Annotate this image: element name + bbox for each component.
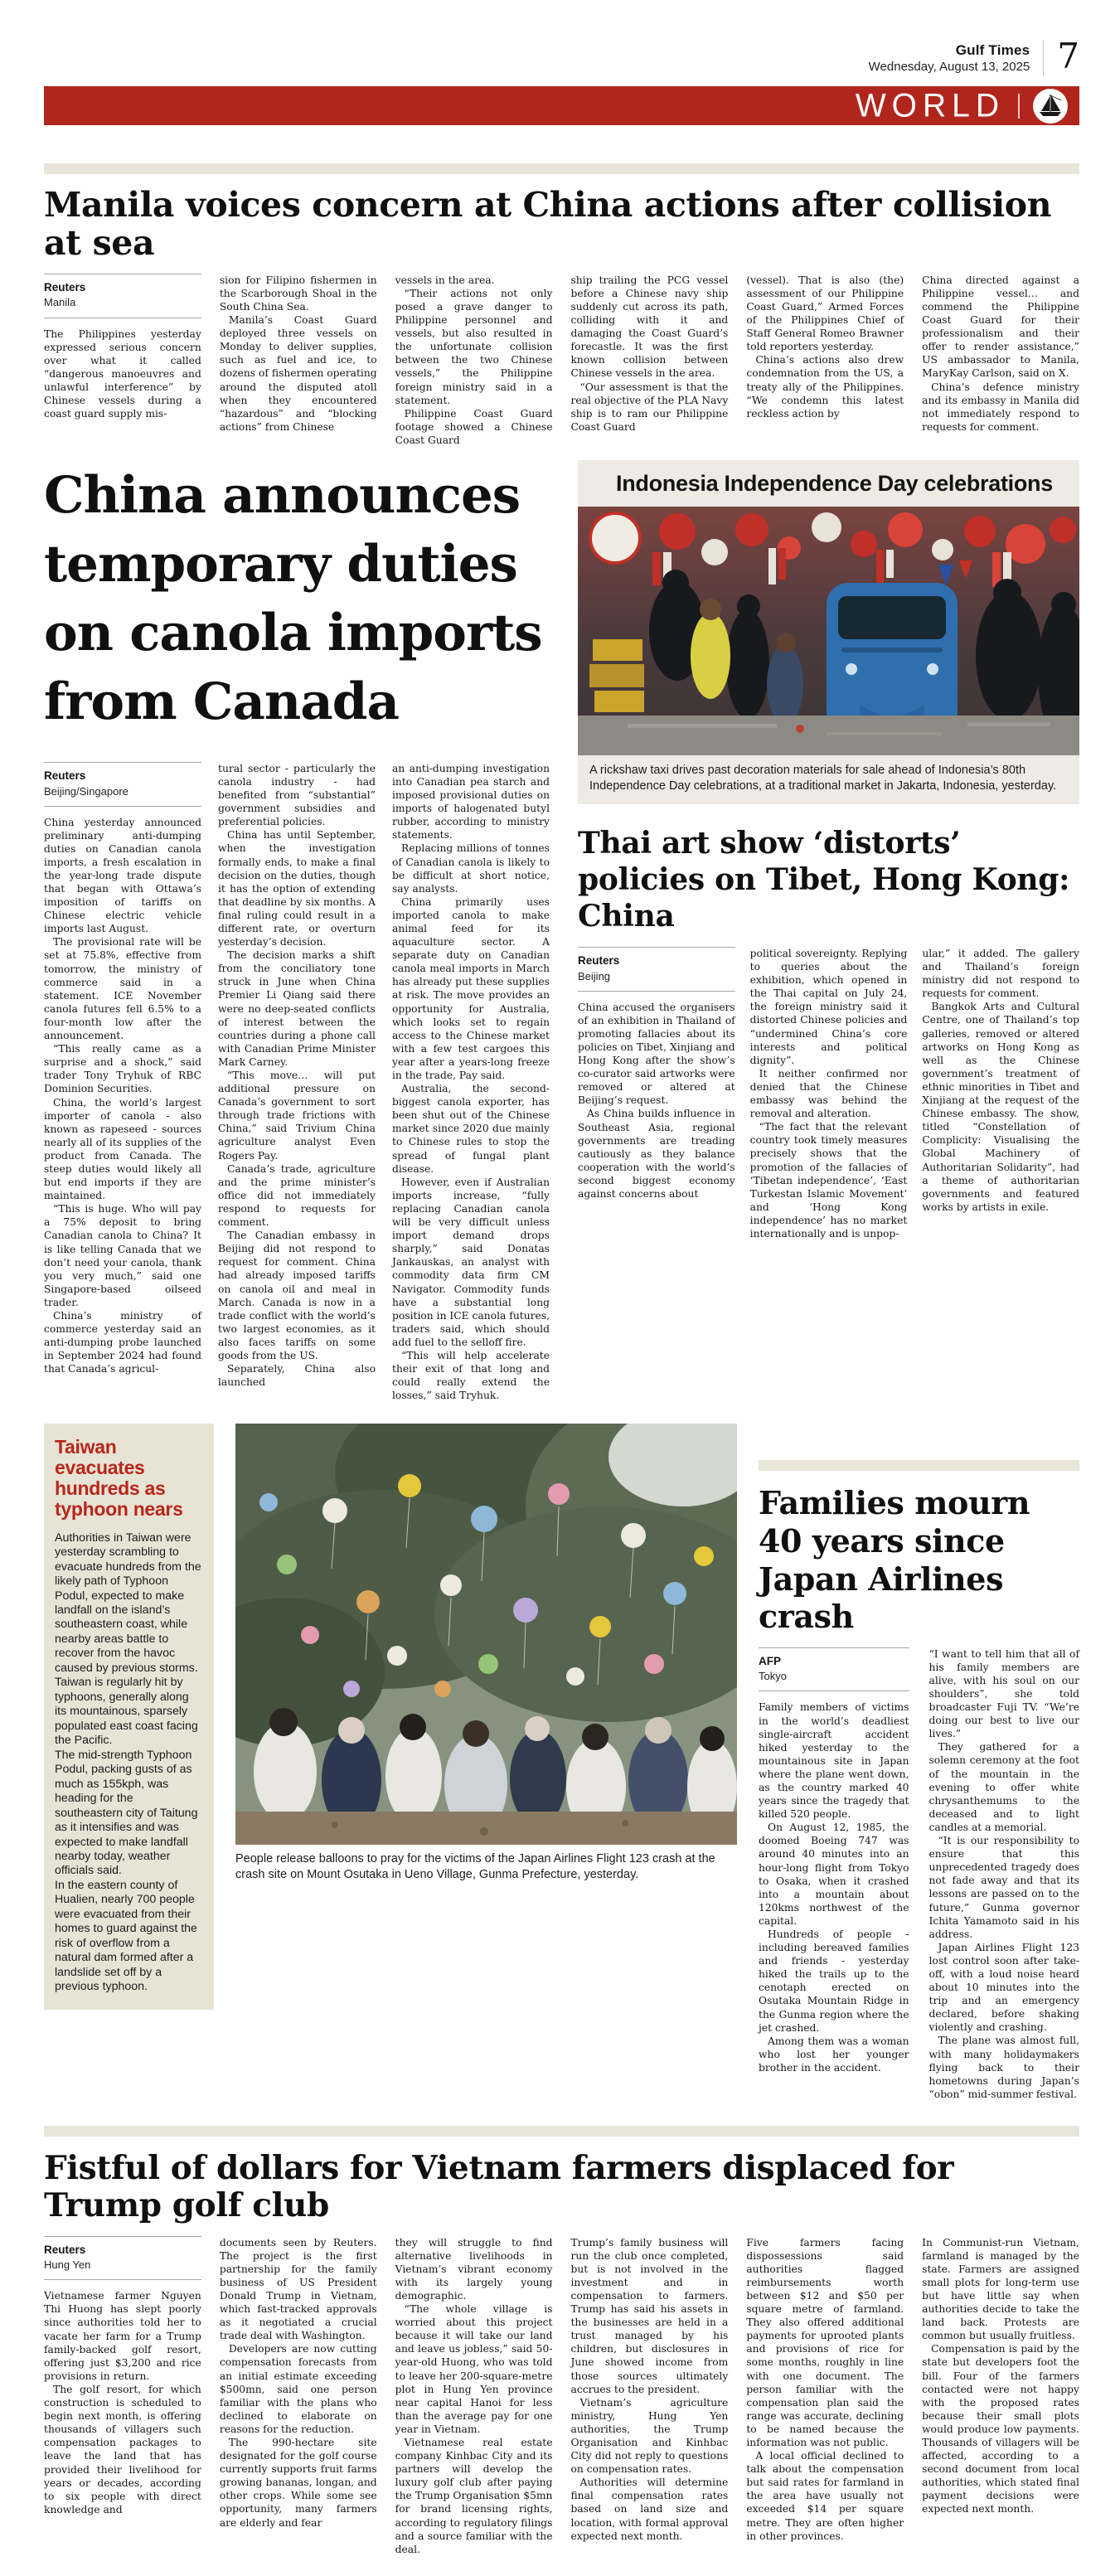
paragraph: The provisional rate will be set at 75.8%, effective from tomorrow, the ministry of commerce said in a statement. ICE November canola futures fell 6.5% to a four-month low after the announcement. (44, 936, 201, 1042)
paragraph: China has until September, when the investigation formally ends, to make a final decision on the duties, though it has the option of extending that deadline by six months. A final ruling could result in a different rate, or overturn yesterday’s decision. (218, 829, 376, 948)
section-title: WORLD (855, 87, 1005, 124)
manila-col-1 (44, 274, 201, 447)
paragraph: “The whole village is worried about this project because it will take our land and leave us jobless,” said 50-year-old Huong, who was told to leave her 200-square-metre plot in Hung Yen province near capital Hanoi for less than the average pay for one year in Vietnam. (395, 2303, 553, 2435)
masthead (44, 36, 1079, 80)
paragraph: It neither confirmed nor denied that the Chinese embassy was behind the removal and alteration. (749, 1067, 908, 1120)
paragraph: China primarily uses imported canola to make animal feed for its aquaculture sector. A separate duty on Canadian canola meal imports in March has already put these supplies at risk. The move provides an opportunity for Australia, which looks set to regain access to the Chinese market with a few test cargoes this year after a years-long freeze in the trade, Pay said. (392, 895, 550, 1081)
paragraph: “Their actions not only posed a grave danger to Philippine personnel and vessels, but also resulted in the unfortunate collision between the two Chinese vessels,” the Philippine foreign ministry said in a statement. (395, 287, 553, 406)
paragraph: China accused the organisers of an exhibition in Thailand of promoting fallacies about its policies on Tibet, Xinjiang and Hong Kong after the show’s co-curator said artworks were removed or altered at Beijing’s request. (578, 1001, 735, 1107)
taiwan-headline: Taiwan evacuates hundreds as typhoon nears (55, 1436, 183, 1520)
canola-col-2 (218, 762, 376, 1403)
article-vietnam (44, 2126, 1079, 2556)
manila-headline: Manila voices concern at China actions after collision at sea (44, 185, 1052, 263)
paragraph: China’s defence ministry and its embassy in Manila did not immediately respond to requests for comment. (922, 381, 1079, 433)
taiwan-typhoon-box (44, 1424, 214, 2009)
paragraph: Replacing millions of tonnes of Canadian canola is likely to be difficult at short notice, say analysts. (392, 842, 550, 895)
section-rule (44, 163, 1079, 174)
canola-body (44, 762, 550, 1403)
paragraph: vessels in the area. (395, 274, 495, 286)
paragraph: Taiwan is regularly hit by typhoons, generally along its mountainous, sparsely populated east coast facing the Pacific. (55, 1676, 198, 1748)
paragraph: “This is huge. Who will pay a 75% deposit to bring Canadian canola to China? It is like telling Canada that we don’t need your canola, thank you very much,” said one Singapore-based oilseed trader. (44, 1203, 201, 1308)
paragraph: Hundreds of people - including bereaved families and friends - yesterday hiked the trails up to the cenotaph erected on Osutaka Mountain Ridge in the Gunma region where the jet crashed. (759, 1928, 909, 2034)
paragraph: On August 12, 1985, the doomed Boeing 747 was around 40 minutes into an hour-long flight from Tokyo to Osaka, when it crashed into a mountain about 120kms northwest of the capital. (759, 1822, 909, 1927)
jal-byline (759, 1647, 909, 1692)
paragraph: The golf resort, for which construction is scheduled to begin next month, is offering thousands of villagers such compensation packages to leave the land that has provided their livelihood for years or decades, according to six people with direct knowledge and (44, 2383, 201, 2515)
paragraph: “I want to tell him that all of his family members are alive, with his soul on our shoulders”, she told broadcaster Fuji TV. “We’re doing our best to live our lives.” (928, 1647, 1079, 1740)
paragraph: “The fact that the relevant country took timely measures precisely shows that the promotion of the fallacies of ‘Tibetan independence’, ‘East Turkestan Islamic Movement’ and ‘Hong Kong independence’ has no market internationally and is unpop- (749, 1121, 908, 1239)
section-rule (44, 2126, 1079, 2137)
vietnam-col-6 (922, 2236, 1079, 2556)
agency-label: AFP (759, 1654, 781, 1667)
paragraph: In the eastern county of Hualien, nearly 700 people were evacuated from their homes to guard against the risk of overflow from a natural dam formed after a landslide set off by a previous typhoon. (55, 1878, 197, 1994)
article-thai (578, 826, 1079, 1240)
indonesia-headline: Indonesia Independence Day celebrations (616, 471, 1053, 497)
thai-col-3 (922, 947, 1079, 1240)
paragraph: The decision marks a shift from the conciliatory tone struck in June when China Premier Li Qiang said there were no deep-seated conflicts of interest between the countries during a phone call with Canadian Prime Minister Mark Carney. (218, 949, 376, 1068)
paragraph: Compensation is paid by the state but developers foot the bill. Four of the farmers contacted were not happy with the proposed rates because their small plots would produce low payments. Thousands of villagers will be affected, according to a second document from local authorities, which stated final payment decisions were expected next month. (922, 2343, 1079, 2515)
paragraph: Trump’s family business will run the club once completed, but is not involved in the investment and in compensation to farmers. Trump has said his assets in the businesses are held in a trust managed by his children, but disclosures in June showed income from those sources ultimately accrues to the president. (570, 2236, 729, 2395)
jal-col-2 (929, 1647, 1080, 2101)
vietnam-headline: Fistful of dollars for Vietnam farmers displaced for Trump golf club (44, 2148, 954, 2224)
section-rule (759, 1460, 1079, 1471)
paragraph: The mid-strength Typhoon Podul, packing gusts of as much as 155kph, was heading for the southeastern city of Taitung as it intensifies and was expected to make landfall nearby today, weather officials said. (55, 1748, 198, 1878)
banner-divider (1018, 94, 1020, 119)
dateline: Beijing/Singapore (44, 784, 128, 798)
taiwan-body (55, 1531, 203, 1995)
manila-body (44, 274, 1079, 447)
balloons-photo (235, 1424, 737, 1845)
vietnam-body (44, 2236, 1079, 2556)
paragraph: China yesterday announced preliminary anti-dumping duties on Canadian canola imports, a fresh escalation in the year-long trade dispute that began with Ottawa’s imposition of tariffs on Chinese electric vehicle imports last August. (44, 816, 201, 935)
issue-date: Wednesday, August 13, 2025 (868, 60, 1030, 74)
paragraph: Vietnam’s agriculture ministry, Hung Yen authorities, the Trump Organisation and Kinhbac City did not reply to questions on compensation rates. (570, 2396, 729, 2476)
canola-byline (44, 762, 201, 807)
dateline: Hung Yen (44, 2258, 91, 2272)
paragraph: Family members of victims in the world’s deadliest single-aircraft accident hiked yesterday to the mountainous site in Japan where the plane went down, as the country marked 40 years since the tragedy that killed 520 people. (759, 1701, 909, 1821)
thai-col-2 (750, 947, 908, 1240)
paragraph: an anti-dumping investigation into Canadian pea starch and imposed provisional duties on imports of halogenated butyl rubber, according to ministry statements. (392, 762, 550, 842)
agency-label: Reuters (44, 2243, 86, 2256)
paragraph: Developers are now cutting compensation forecasts from an initial estimate exceeding $500mn, said one person familiar with the plans who declined to elaborate on reasons for the reduction. (219, 2343, 377, 2435)
paragraph: sion for Filipino fishermen in the Scarborough Shoal in the South China Sea. (219, 274, 377, 313)
paragraph: China directed against a Philippine vessel… and commend the Philippine Coast Guard for their professionalism and their offer to render assistance,” US ambassador to Manila, MaryKay Carlson, said on X. (922, 274, 1079, 380)
dateline: Beijing (578, 969, 611, 982)
balloons-photo-block (235, 1424, 737, 2101)
dateline: Manila (44, 296, 76, 309)
manila-byline (44, 274, 201, 318)
paragraph: A local official declined to talk about the compensation but said rates for farmland in the area have usually not exceeded $14 per square metre. They are often higher in other provinces. (746, 2450, 904, 2542)
indonesia-caption: A rickshaw taxi drives past decoration materials for sale ahead of Indonesia’s 80th Independence Day celebrations, at a traditional market in Jakarta, Indonesia, yesterday. (589, 764, 1057, 793)
article-jal (759, 1460, 1079, 2101)
paragraph: Canada’s trade, agriculture and the prime minister’s office did not immediately respond to requests for comment. (218, 1162, 376, 1229)
masthead-text (869, 42, 1030, 74)
canola-col-3 (392, 762, 550, 1403)
thai-body (578, 947, 1079, 1240)
vietnam-col-2 (220, 2236, 377, 2556)
paragraph: Five farmers facing dispossessions said authorities flagged reimbursements worth between $12 and $50 per square metre of farmland. They also offered additional payments for uprooted plants and provisions of rice for some months, roughly in line with one document. The person familiar with the compensation plan said the range was accurate, declining to be named because the information was not public. (746, 2236, 904, 2448)
paragraph: “It is our responsibility to ensure that this unprecedented tragedy does not fade away and that its lessons are passed on to the future,” Gunma governor Ichita Yamamoto said in his address. (928, 1835, 1079, 1940)
paragraph: “This will help accelerate their exit of that long and could really extend the losses,” said Tryhuk. (392, 1349, 550, 1402)
manila-col-6 (922, 274, 1079, 447)
paragraph: The 990-hectare site designated for the golf course currently supports fruit farms growing bananas, longan, and other crops. While some see opportunity, many farmers are elderly and fear (219, 2437, 377, 2529)
paragraph: As China builds influence in Southeast Asia, regional governments are treading cautiously as they balance cooperation with the world’s second biggest economy against concerns about (578, 1108, 735, 1200)
paragraph: “This really came as a surprise and a shock,” said trader Tony Tryhuk of RBC Dominion Securities. (44, 1043, 201, 1095)
paragraph: Among them was a woman who lost her younger brother in the accident. (759, 2035, 909, 2074)
vietnam-col-5 (746, 2236, 904, 2556)
paragraph: Philippine Coast Guard footage showed a Chinese Coast Guard (395, 407, 553, 446)
paragraph: Authorities in Taiwan were yesterday scrambling to evacuate hundreds from the likely path of Typhoon Podul, expected to make landfall on the island’s southeastern coast, while nearby areas battle to recover from the havoc caused by previous storms. (55, 1531, 201, 1675)
canola-headline: China announces temporary duties on canola imports from Canada (44, 466, 542, 731)
paragraph: However, even if Australian imports increase, “fully replacing Canadian canola will be very difficult unless import demand drops sharply,” said Donatas Jankauskas, an analyst with commodity data firm CM Navigator. Commodity funds have a substantial long position in ICE canola futures, traders said, which should add fuel to the selloff fire. (392, 1176, 550, 1348)
jal-headline: Families mourn 40 years since Japan Airlines crash (759, 1484, 1030, 1636)
article-manila (44, 187, 1079, 447)
paragraph: tural sector - particularly the canola industry - had benefited from “substantial” government subsidies and preferential policies. (218, 762, 376, 828)
paragraph: documents seen by Reuters. The project is the first partnership for the family business of US President Donald Trump in Vietnam, which fast-tracked approvals as it negotiated a crucial trade deal with Washington. (219, 2236, 377, 2342)
paragraph: Authorities will determine final compensation rates based on land size and location, with formal approval expected next month. (570, 2477, 729, 2542)
masthead-divider (1043, 40, 1044, 76)
section-banner (44, 86, 1079, 125)
canola-col-1 (44, 762, 201, 1403)
thai-headline: Thai art show ‘distorts’ policies on Tibet, Hong Kong: China (578, 826, 1070, 934)
paragraph: The plane was almost full, with many holidaymakers flying back to their hometowns during Japan’s “obon” mid-summer festival. (928, 2035, 1079, 2100)
paragraph: In Communist-run Vietnam, farmland is managed by the state. Farmers are assigned small plots for long-term use but have little say when authorities decide to take the land back. Protests are common but usually fruitless. (922, 2236, 1079, 2342)
paragraph: China’s ministry of commerce yesterday said an anti-dumping probe launched in September 2024 had found that Canada’s agricul- (44, 1310, 201, 1375)
manila-col-4 (570, 274, 728, 447)
indonesia-photo (578, 507, 1079, 755)
vietnam-col-3 (395, 2236, 553, 2556)
dateline: Tokyo (759, 1670, 787, 1683)
thai-byline (578, 947, 735, 992)
paragraph: Australia, the second-biggest canola exporter, has been shut out of the Chinese market since 2020 due mainly to Chinese rules to stop the spread of fungal plant disease. (392, 1083, 550, 1175)
manila-col-3 (395, 274, 553, 447)
paragraph: political sovereignty. Replying to queries about the exhibition, which opened in the Thai capital on July 24, the foreign ministry said it distorted Chinese policies and “undermined China’s core interests and political dignity”. (749, 948, 908, 1066)
paragraph: They gathered for a solemn ceremony at the foot of the mountain in the evening to offer white chrysanthemums to the deceased and to light candles at a memorial. (928, 1741, 1079, 1833)
agency-label: Reuters (578, 954, 620, 967)
dhow-ship-icon (1033, 89, 1068, 124)
paragraph: “This move… will put additional pressure on Canada’s government to sort through trade frictions with China,” said Trivium China agriculture analyst Even Rogers Pay. (218, 1070, 376, 1162)
indonesia-photo-box (578, 460, 1079, 804)
paragraph: Separately, China also launched (218, 1363, 376, 1389)
vietnam-byline (44, 2236, 201, 2281)
balloons-caption: People release balloons to pray for the victims of the Japan Airlines Flight 123 crash at the crash site on Mount Osutaka in Ueno Village, Gunma Prefecture, yesterday. (235, 1852, 715, 1882)
paragraph: ship trailing the PCG vessel before a Chinese navy ship suddenly cut across its path, colliding with it and damaging the Coast Guard’s forecastle. It was the first known collision between Chinese vessels in the area. (570, 274, 729, 380)
paragraph: Vietnamese real estate company Kinhbac City and its partners will develop the luxury golf club after paying the Trump Organisation $5mn for brand licensing rights, according to regulatory filings and a source familiar with the deal. (395, 2437, 553, 2555)
paragraph: Manila’s Coast Guard deployed three vessels on Monday to deliver supplies, such as fuel and ice, to dozens of fishermen operating around the disputed atoll when they encountered “hazardous” and “blocking actions” from Chinese (219, 314, 377, 433)
paragraph: they will struggle to find alternative livelihoods in Vietnam’s vibrant economy with its largely young demographic. (395, 2236, 553, 2302)
paragraph: Japan Airlines Flight 123 lost control soon after take-off, with a loud noise heard about 10 minutes into the trip and an emergency declared, before shaking violently and crashing. (928, 1941, 1079, 2034)
paragraph: (vessel). That is also (the) assessment of our Philippine Coast Guard,” Armed Forces of the Philippines Chief of Staff General Romeo Brawner told reporters yesterday. (746, 274, 904, 353)
paragraph: Bangkok Arts and Cultural Centre, one of Thailand’s top galleries, removed or altered artworks on Hong Kong as well as the Chinese government’s treatment of ethnic minorities in Tibet and Xinjiang at the request of the Chinese embassy. The show, titled “Constellation of Complicity: Visualising the Global Machinery of Authoritarian Solidarity”, had a theme of authoritarian governments and featured works by artists in exile. (922, 1001, 1080, 1213)
paper-title: Gulf Times (955, 42, 1030, 58)
jal-body (759, 1647, 1079, 2101)
jal-col-1 (759, 1647, 909, 2101)
paragraph: China, the world’s largest importer of canola - also known as rapeseed - sources nearly all of its supplies of the product from Canada. The steep duties would likely all but end imports if they are maintained. (44, 1096, 201, 1202)
paragraph: The Philippines yesterday expressed serious concern over what it called “dangerous manoeuvres and unlawful interference” by Chinese vessels during a coast guard supply mis- (44, 327, 201, 420)
paragraph: China’s actions also drew condemnation from the US, a treaty ally of the Philippines. “We condemn this latest reckless action by (746, 354, 904, 420)
manila-col-5 (746, 274, 904, 447)
vietnam-col-1 (44, 2236, 201, 2556)
paragraph: “Our assessment is that the real objective of the PLA Navy ship is to ram our Philippine Coast Guard (570, 381, 729, 433)
agency-label: Reuters (44, 280, 86, 293)
article-canola (44, 460, 550, 1402)
paragraph: The Canadian embassy in Beijing did not respond to request for comment. China had already imposed tariffs on canola oil and meal in March. Canada is now in a trade conflict with the world’s two largest economies, as it also faces tariffs on some goods from the US. (218, 1230, 376, 1361)
agency-label: Reuters (44, 769, 86, 782)
thai-col-1 (578, 947, 735, 1240)
paragraph: ular,” it added. The gallery and Thailand’s foreign ministry did not respond to requests for comment. (922, 948, 1080, 1000)
vietnam-col-4 (570, 2236, 728, 2556)
manila-col-2 (220, 274, 377, 447)
page-number: 7 (1057, 36, 1079, 76)
paragraph: Vietnamese farmer Nguyen Thi Huong has slept poorly since authorities told her to vacate her farm for a Trump family-backed golf resort, offering just $3,200 and rice provisions in return. (44, 2290, 201, 2382)
